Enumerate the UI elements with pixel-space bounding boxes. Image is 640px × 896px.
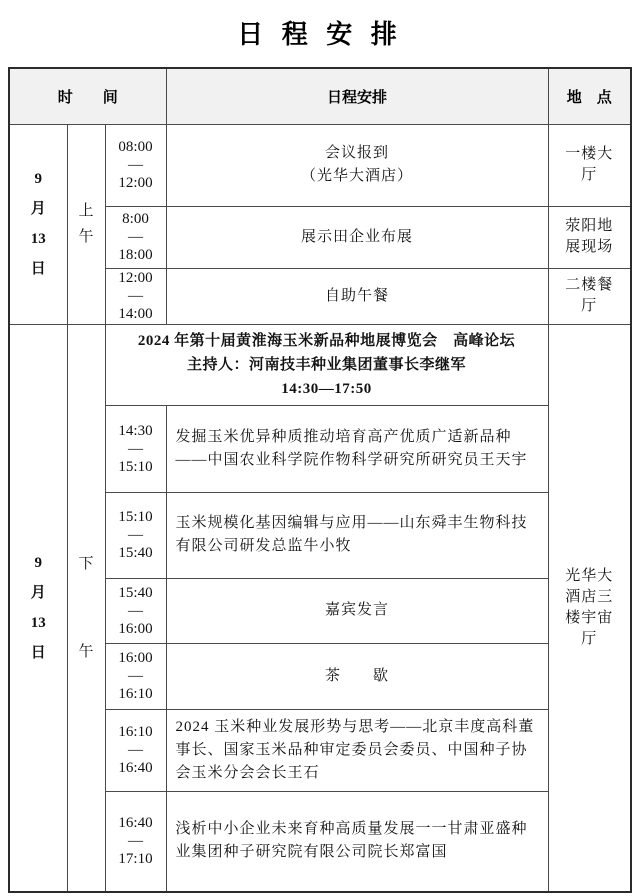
time-dash: — [128,440,143,457]
forum-timespan: 14:30—17:50 [281,380,372,397]
place-text: 一楼大厅 [565,146,614,183]
schedule-cell: 2024 玉米种业发展形势与思考——北京丰度高科董事长、国家玉米品种审定委员会委员、中国种子协会玉米分会会长王石 [166,709,548,791]
time-dash: — [128,833,143,850]
time-start: 14:30 [118,422,153,439]
table-row [9,124,631,206]
schedule-table [8,67,632,893]
time-cell [105,405,166,492]
place-cell [548,268,631,324]
time-cell [105,124,166,206]
time-end: 12:00 [118,175,153,191]
place-cell-afternoon [548,324,631,892]
time-start: 15:10 [118,509,153,525]
period-char: 午 [78,643,94,660]
schedule-cell [166,124,548,206]
period-cell-afternoon [67,324,105,892]
time-dash: — [128,668,143,684]
schedule-cell: 发掘玉米优异种质推动培育高产优质广适新品种——中国农业科学院作物科学研究所研究员王天宇 [166,405,548,492]
date-cell-afternoon [9,324,67,892]
schedule-cell [166,268,548,324]
date-char: 9 [34,171,42,187]
schedule-cell: 玉米规模化基因编辑与应用——山东舜丰生物科技有限公司研发总监牛小牧 [166,492,548,578]
date-char: 月 [30,201,46,217]
date-char: 13 [30,614,46,631]
header-cell-schedule: 日程安排 [166,68,548,124]
header-cell-place: 地 点 [548,68,631,124]
forum-host: 主持人：河南技丰种业集团董事长李继军 [187,356,467,373]
time-cell [105,268,166,324]
time-cell [105,791,166,892]
place-cell [548,206,631,268]
place-text: 二楼餐厅 [565,277,614,314]
time-start: 12:00 [118,270,153,286]
place-text: 荥阳地展现场 [565,218,614,255]
schedule-cell: 嘉宾发言 [166,578,548,643]
date-char: 13 [30,231,46,247]
forum-title: 2024 年第十届黄淮海玉米新品种地展博览会 高峰论坛 [137,332,516,349]
date-char: 9 [34,554,42,571]
time-end: 18:00 [118,247,153,263]
time-start: 16:00 [118,650,153,666]
date-char: 月 [30,584,46,601]
table-row-forum-header [9,324,631,405]
time-dash: — [128,288,143,304]
header-cell-time: 时 间 [9,68,166,124]
time-cell [105,578,166,643]
forum-header-cell [105,324,548,405]
table-header-row [9,68,631,124]
schedule-cell: 浅析中小企业未来育种高质量发展一一甘肃亚盛种业集团种子研究院有限公司院长郑富国 [166,791,548,892]
date-char: 日 [30,644,46,661]
time-cell [105,206,166,268]
period-char: 下 [78,555,94,572]
time-end: 14:00 [118,306,153,322]
time-start: 8:00 [122,211,149,227]
time-start: 16:40 [118,815,153,832]
schedule-line: 会议报到 [325,145,390,161]
time-cell [105,643,166,709]
schedule-line: （光华大酒店） [301,168,414,184]
time-dash: — [128,157,143,173]
time-end: 15:40 [118,545,153,561]
period-cell-morning [67,124,105,324]
date-char: 日 [30,261,46,277]
time-start: 16:10 [118,724,153,740]
time-cell [105,709,166,791]
date-cell-morning [9,124,67,324]
time-end: 16:40 [118,760,153,776]
time-dash: — [128,742,143,758]
time-cell [105,492,166,578]
time-end: 16:10 [118,686,153,702]
time-end: 15:10 [118,458,153,475]
period-char: 上 [78,203,94,219]
period-char: 午 [78,229,94,245]
schedule-cell: 茶 歇 [166,643,548,709]
place-text: 光华大酒店三楼宇宙厅 [565,567,614,647]
schedule-line: 自助午餐 [325,287,390,304]
time-end: 16:00 [118,620,153,637]
schedule-cell [166,206,548,268]
time-dash: — [128,229,143,245]
time-start: 08:00 [118,139,153,155]
page-title: 日 程 安 排 [237,20,403,49]
time-dash: — [128,602,143,619]
place-cell [548,124,631,206]
time-dash: — [128,527,143,543]
schedule-line: 展示田企业布展 [301,228,414,245]
time-start: 15:40 [118,584,153,601]
time-end: 17:10 [118,851,153,868]
